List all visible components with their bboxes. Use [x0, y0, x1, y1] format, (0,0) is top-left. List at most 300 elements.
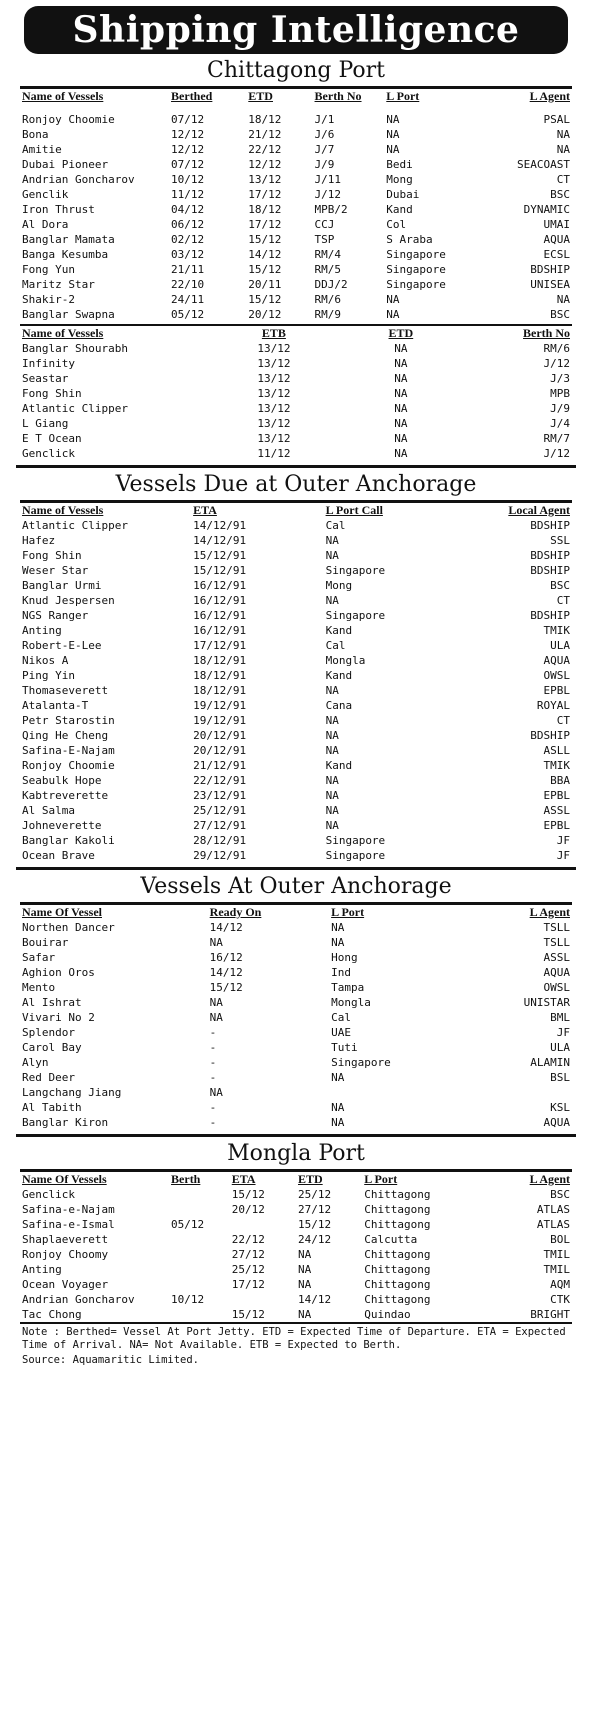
berthed-cell: 20/11	[248, 278, 282, 291]
due-cell: Atalanta-T	[22, 699, 89, 712]
etb-cell: J/3	[550, 372, 570, 385]
table-row	[20, 623, 572, 638]
due-cell: NA	[325, 789, 339, 802]
due-cell: Banglar Kakoli	[22, 834, 115, 847]
mongla-table	[20, 1172, 572, 1322]
due-cell: 18/12/91	[193, 684, 247, 697]
table-row	[20, 157, 572, 172]
etb-cell: J/4	[550, 417, 570, 430]
berthed-cell: DDJ/2	[314, 278, 348, 291]
berthed-cell: Kand	[386, 203, 413, 216]
anchorage-cell: NA	[331, 1101, 345, 1114]
due-cell: NA	[325, 534, 339, 547]
berthed-cell: Col	[386, 218, 407, 231]
mongla-cell: 25/12	[297, 1188, 332, 1201]
anchorage-cell: -	[209, 1116, 217, 1129]
etb-cell: 13/12	[257, 417, 291, 430]
table-row	[20, 232, 572, 247]
berthed-cell: NA	[386, 308, 400, 321]
mongla-cell: Tac Chong	[22, 1308, 82, 1321]
berthed-cell: 24/11	[171, 293, 205, 306]
etb-cell: NA	[394, 417, 408, 430]
table-row	[20, 446, 572, 461]
etb-cell: NA	[394, 342, 408, 355]
table-row	[20, 638, 572, 653]
table-row	[20, 1187, 572, 1202]
mongla-header: Name Of Vessels	[22, 1172, 107, 1186]
table-row	[20, 773, 572, 788]
etb-cell: 13/12	[257, 357, 291, 370]
berthed-cell: 14/12	[248, 248, 282, 261]
due-cell: AQUA	[543, 654, 570, 667]
due-cell: Mongla	[325, 654, 366, 667]
mongla-cell	[230, 1292, 296, 1307]
due-cell: 15/12/91	[193, 564, 247, 577]
table-row	[20, 1055, 572, 1070]
table-row	[20, 818, 572, 833]
due-cell: 14/12/91	[193, 534, 247, 547]
etb-cell: RM/6	[543, 342, 570, 355]
berthed-cell: ECSL	[543, 248, 570, 261]
due-cell: ROYAL	[536, 699, 570, 712]
mongla-cell: 10/12	[171, 1293, 205, 1306]
etb-cell: Atlantic Clipper	[22, 402, 128, 415]
table-row	[20, 743, 572, 758]
anchorage-cell: ASSL	[543, 951, 570, 964]
due-cell: 19/12/91	[193, 714, 247, 727]
etb-cell: Infinity	[22, 357, 75, 370]
table-row	[20, 1025, 572, 1040]
etb-cell: 11/12	[257, 447, 291, 460]
table-row	[20, 1277, 572, 1292]
due-cell: NGS Ranger	[22, 609, 89, 622]
due-cell: BDSHIP	[530, 729, 570, 742]
mongla-cell	[230, 1217, 296, 1232]
table-row	[20, 1217, 572, 1232]
table-row	[20, 431, 572, 446]
due-cell: EPBL	[543, 684, 570, 697]
anchorage-cell: Cal	[331, 1011, 351, 1024]
berthed-cell: 15/12	[248, 293, 282, 306]
due-cell: TMIK	[543, 624, 570, 637]
due-cell: NA	[325, 714, 339, 727]
table-row	[20, 1292, 572, 1307]
table-row	[20, 518, 572, 533]
etb-cell: J/12	[543, 357, 570, 370]
due-cell: ASLL	[543, 744, 570, 757]
due-cell: Fong Shin	[22, 549, 82, 562]
berthed-cell: NA	[386, 143, 400, 156]
due-cell: Ping Yin	[22, 669, 75, 682]
table-row	[20, 533, 572, 548]
due-cell: Cal	[325, 639, 346, 652]
mongla-cell: NA	[297, 1263, 312, 1276]
mongla-cell: Shaplaeverett	[22, 1233, 109, 1246]
berthed-header: L Port	[386, 89, 420, 103]
etb-cell: J/9	[550, 402, 570, 415]
berthed-cell: MPB/2	[314, 203, 348, 216]
due-cell: 18/12/91	[193, 669, 247, 682]
mongla-header: ETA	[231, 1172, 256, 1186]
berthed-cell: Ronjoy Choomie	[22, 113, 115, 126]
mongla-cell	[169, 1202, 230, 1217]
mongla-cell: 14/12	[297, 1293, 332, 1306]
anchorage-cell	[329, 1085, 461, 1100]
due-cell: Cana	[325, 699, 353, 712]
mongla-cell: CTK	[550, 1293, 570, 1306]
due-cell: CT	[556, 594, 570, 607]
due-cell: NA	[325, 729, 339, 742]
anchorage-cell: -	[209, 1101, 217, 1114]
anchorage-cell: UNISTAR	[523, 996, 570, 1009]
table-row	[20, 386, 572, 401]
mongla-cell: Chittagong	[364, 1293, 431, 1306]
mongla-cell: 17/12	[231, 1278, 265, 1291]
due-cell: NA	[325, 594, 339, 607]
berthed-cell: Iron Thrust	[22, 203, 95, 216]
mongla-cell: Chittagong	[364, 1248, 431, 1261]
table-row	[20, 833, 572, 848]
mongla-cell: BRIGHT	[530, 1308, 570, 1321]
mongla-cell: Safina-e-Najam	[22, 1203, 115, 1216]
berthed-cell: DYNAMIC	[523, 203, 570, 216]
mongla-cell: Chittagong	[364, 1203, 431, 1216]
berthed-cell: Fong Yun	[22, 263, 75, 276]
etb-cell: NA	[394, 402, 408, 415]
anchorage-cell: Langchang Jiang	[22, 1086, 122, 1099]
mongla-cell: Genclick	[22, 1188, 75, 1201]
anchorage-cell: Vivari No 2	[22, 1011, 95, 1024]
anchorage-cell: KSL	[550, 1101, 570, 1114]
due-cell: Banglar Urmi	[22, 579, 102, 592]
berthed-cell: 20/12	[248, 308, 282, 321]
due-cell: BBA	[550, 774, 570, 787]
berthed-cell: 18/12	[248, 203, 282, 216]
source-credit: Source: Aquamaritic Limited.	[22, 1354, 200, 1366]
due-cell: Knud Jespersen	[22, 594, 115, 607]
berthed-cell: 02/12	[171, 233, 205, 246]
table-row	[20, 1232, 572, 1247]
due-cell: 17/12/91	[193, 639, 247, 652]
etb-cell: Fong Shin	[22, 387, 82, 400]
table-row	[20, 112, 572, 127]
anchorage-cell: Al Tabith	[22, 1101, 82, 1114]
mongla-cell: Chittagong	[364, 1188, 431, 1201]
anchorage-cell: ULA	[550, 1041, 570, 1054]
chittagong-title: Chittagong Port	[207, 58, 385, 83]
banner-title: Shipping Intelligence	[24, 6, 568, 54]
anchorage-cell: 15/12	[209, 981, 243, 994]
mongla-cell: NA	[297, 1248, 312, 1261]
table-row	[20, 247, 572, 262]
due-cell: BSC	[550, 579, 570, 592]
anchorage-cell: 16/12	[209, 951, 243, 964]
mongla-cell	[169, 1277, 230, 1292]
anchorage-cell: 14/12	[209, 966, 243, 979]
due-cell: Ocean Brave	[22, 849, 95, 862]
due-cell: OWSL	[543, 669, 570, 682]
table-row	[20, 548, 572, 563]
due-cell: Seabulk Hope	[22, 774, 102, 787]
table-row	[20, 307, 572, 322]
berthed-cell: RM/4	[314, 248, 342, 261]
mongla-cell: NA	[297, 1308, 312, 1321]
mongla-cell	[169, 1247, 230, 1262]
etb-header: Name of Vessels	[22, 326, 104, 340]
berthed-cell: BSC	[550, 308, 570, 321]
berthed-cell: NA	[386, 293, 400, 306]
due-cell: Safina-E-Najam	[22, 744, 115, 757]
table-row	[20, 1247, 572, 1262]
due-header: L Port Call	[325, 503, 383, 517]
berthed-cell: RM/9	[314, 308, 342, 321]
due-cell: ULA	[550, 639, 570, 652]
due-cell: TMIK	[543, 759, 570, 772]
anchorage-cell: Northen Dancer	[22, 921, 115, 934]
anchorage-cell: Aghion Oros	[22, 966, 95, 979]
berthed-cell: UMAI	[543, 218, 570, 231]
berthed-header: L Agent	[529, 89, 570, 103]
anchorage-header: L Agent	[529, 905, 570, 919]
due-cell: BDSHIP	[530, 564, 570, 577]
table-row	[20, 1307, 572, 1322]
footnote: Note : Berthed= Vessel At Port Jetty. ETD = Expected Time of Departure. ETA = Expected Time of Arrival. NA= Not Available. ETB = Expected to Berth.	[22, 1326, 566, 1351]
etb-cell: 13/12	[257, 432, 291, 445]
berthed-cell: 15/12	[248, 233, 282, 246]
due-cell: Mong	[325, 579, 353, 592]
table-row	[20, 653, 572, 668]
berthed-cell: RM/5	[314, 263, 342, 276]
anchorage-cell: Singapore	[331, 1056, 391, 1069]
anchorage-cell: NA	[209, 936, 223, 949]
mongla-cell: 24/12	[297, 1233, 332, 1246]
due-cell: JF	[556, 849, 570, 862]
berthed-cell: S Araba	[386, 233, 433, 246]
table-row	[20, 578, 572, 593]
berthed-cell: 04/12	[171, 203, 205, 216]
berthed-cell: Singapore	[386, 248, 446, 261]
berthed-header: ETD	[248, 89, 273, 103]
anchorage-cell: AQUA	[543, 966, 570, 979]
due-cell: SSL	[550, 534, 570, 547]
anchorage-cell: NA	[209, 1011, 223, 1024]
due-cell: ASSL	[543, 804, 570, 817]
mongla-cell: 15/12	[231, 1308, 265, 1321]
berthed-cell: 11/12	[171, 188, 205, 201]
berthed-cell: Shakir-2	[22, 293, 75, 306]
berthed-cell: RM/6	[314, 293, 342, 306]
mongla-cell: 27/12	[231, 1248, 265, 1261]
berthed-cell: Maritz Star	[22, 278, 95, 291]
berthed-cell: Singapore	[386, 278, 446, 291]
due-cell: Al Salma	[22, 804, 75, 817]
table-row	[20, 803, 572, 818]
table-row	[20, 788, 572, 803]
due-cell: 15/12/91	[193, 549, 247, 562]
mongla-cell: TMIL	[543, 1248, 570, 1261]
due-cell: Cal	[325, 519, 346, 532]
table-row	[20, 980, 572, 995]
table-row	[20, 848, 572, 863]
berthed-cell: Amitie	[22, 143, 62, 156]
table-row	[20, 127, 572, 142]
berthed-cell: Bedi	[386, 158, 413, 171]
berthed-cell: 10/12	[171, 173, 205, 186]
due-cell: Kand	[325, 624, 353, 637]
table-row	[20, 217, 572, 232]
berthed-cell: J/9	[314, 158, 335, 171]
etb-cell: Genclick	[22, 447, 75, 460]
mongla-cell: AQM	[550, 1278, 570, 1291]
mongla-cell: BOL	[550, 1233, 570, 1246]
berthed-cell: 06/12	[171, 218, 205, 231]
due-cell: Singapore	[325, 849, 386, 862]
table-row	[20, 728, 572, 743]
mongla-cell: Chittagong	[364, 1278, 431, 1291]
etb-cell: NA	[394, 447, 408, 460]
due-cell: Singapore	[325, 834, 386, 847]
table-row	[20, 1115, 572, 1130]
due-cell: 16/12/91	[193, 579, 247, 592]
due-cell: Ronjoy Choomie	[22, 759, 115, 772]
berthed-cell: Genclik	[22, 188, 69, 201]
table-row	[20, 713, 572, 728]
etb-cell: J/12	[543, 447, 570, 460]
mongla-cell: 20/12	[231, 1203, 265, 1216]
etb-cell: E T Ocean	[22, 432, 82, 445]
berthed-cell: Dubai Pioneer	[22, 158, 109, 171]
berthed-cell: Andrian Goncharov	[22, 173, 135, 186]
due-cell: 20/12/91	[193, 729, 247, 742]
anchorage-cell: Carol Bay	[22, 1041, 82, 1054]
mongla-title: Mongla Port	[227, 1141, 365, 1166]
table-row	[20, 356, 572, 371]
berthed-header: Name of Vessels	[22, 89, 104, 103]
mongla-cell	[169, 1262, 230, 1277]
due-cell: Robert-E-Lee	[22, 639, 102, 652]
due-cell: 14/12/91	[193, 519, 247, 532]
due-cell: 22/12/91	[193, 774, 247, 787]
due-cell: Kabtreverette	[22, 789, 109, 802]
mongla-cell	[169, 1307, 230, 1322]
table-row	[20, 371, 572, 386]
berthed-cell: J/6	[314, 128, 335, 141]
mongla-cell: Chittagong	[364, 1218, 431, 1231]
etb-cell: L Giang	[22, 417, 69, 430]
table-row	[20, 416, 572, 431]
berthed-cell: 13/12	[248, 173, 282, 186]
berthed-cell: Bona	[22, 128, 49, 141]
mongla-cell: Quindao	[364, 1308, 411, 1321]
anchorage-cell: NA	[209, 1086, 223, 1099]
due-cell: Kand	[325, 669, 353, 682]
anchorage-cell: Ind	[331, 966, 351, 979]
table-row	[20, 935, 572, 950]
due-cell: CT	[556, 714, 570, 727]
etb-cell: Seastar	[22, 372, 69, 385]
table-row	[20, 668, 572, 683]
anchorage-cell: JF	[556, 1026, 570, 1039]
berthed-cell: 05/12	[171, 308, 205, 321]
table-row	[20, 292, 572, 307]
berthed-cell: BDSHIP	[530, 263, 570, 276]
table-row	[20, 262, 572, 277]
table-row	[20, 1085, 572, 1100]
etb-cell: 13/12	[257, 342, 291, 355]
berthed-cell: J/7	[314, 143, 335, 156]
berthed-cell: J/1	[314, 113, 335, 126]
due-cell: 25/12/91	[193, 804, 247, 817]
table-row	[20, 563, 572, 578]
mongla-cell: Chittagong	[364, 1263, 431, 1276]
due-cell: Singapore	[325, 564, 386, 577]
etb-header: ETB	[261, 326, 286, 340]
anchorage-cell: OWSL	[543, 981, 570, 994]
berthed-cell: Singapore	[386, 263, 446, 276]
table-row	[20, 172, 572, 187]
berthed-cell: NA	[556, 293, 570, 306]
due-cell: BDSHIP	[530, 609, 570, 622]
due-header: ETA	[193, 503, 217, 517]
due-cell: 23/12/91	[193, 789, 247, 802]
due-cell: 20/12/91	[193, 744, 247, 757]
due-cell: NA	[325, 804, 339, 817]
berthed-cell: J/12	[314, 188, 342, 201]
berthed-cell: NA	[386, 113, 400, 126]
mongla-cell: Calcutta	[364, 1233, 418, 1246]
mongla-cell	[169, 1232, 230, 1247]
mongla-cell: 05/12	[171, 1218, 205, 1231]
etb-header: Berth No	[523, 326, 570, 340]
etb-cell: NA	[394, 372, 408, 385]
mongla-cell: Ocean Voyager	[22, 1278, 109, 1291]
table-row	[20, 683, 572, 698]
berthed-cell: Banglar Swapna	[22, 308, 115, 321]
berthed-cell: PSAL	[543, 113, 570, 126]
due-table	[20, 503, 572, 863]
table-row	[20, 698, 572, 713]
table-row	[20, 277, 572, 292]
due-title: Vessels Due at Outer Anchorage	[115, 472, 477, 497]
berthed-cell: Al Dora	[22, 218, 69, 231]
table-row	[20, 1262, 572, 1277]
table-row	[20, 142, 572, 157]
mongla-cell: ATLAS	[536, 1203, 570, 1216]
anchorage-cell: Alyn	[22, 1056, 49, 1069]
anchorage-cell: NA	[331, 936, 345, 949]
anchorage-cell: NA	[331, 1116, 345, 1129]
due-cell: NA	[325, 684, 339, 697]
due-cell: NA	[325, 774, 339, 787]
anchorage-cell: Mento	[22, 981, 56, 994]
mongla-cell: NA	[297, 1278, 312, 1291]
due-cell: Singapore	[325, 609, 386, 622]
mongla-header: Berth	[171, 1172, 201, 1186]
table-row	[20, 965, 572, 980]
berthed-cell: 21/11	[171, 263, 205, 276]
anchorage-cell: NA	[331, 1071, 345, 1084]
mongla-cell: 27/12	[297, 1203, 332, 1216]
berthed-cell: 22/12	[248, 143, 282, 156]
due-header: Name of Vessels	[22, 503, 104, 517]
mongla-cell: Safina-e-Ismal	[22, 1218, 115, 1231]
due-header: Local Agent	[508, 503, 570, 517]
berthed-cell: Dubai	[386, 188, 420, 201]
due-cell: 29/12/91	[193, 849, 247, 862]
mongla-cell: Anting	[22, 1263, 62, 1276]
etb-cell: 13/12	[257, 372, 291, 385]
berthed-cell: 12/12	[171, 128, 205, 141]
